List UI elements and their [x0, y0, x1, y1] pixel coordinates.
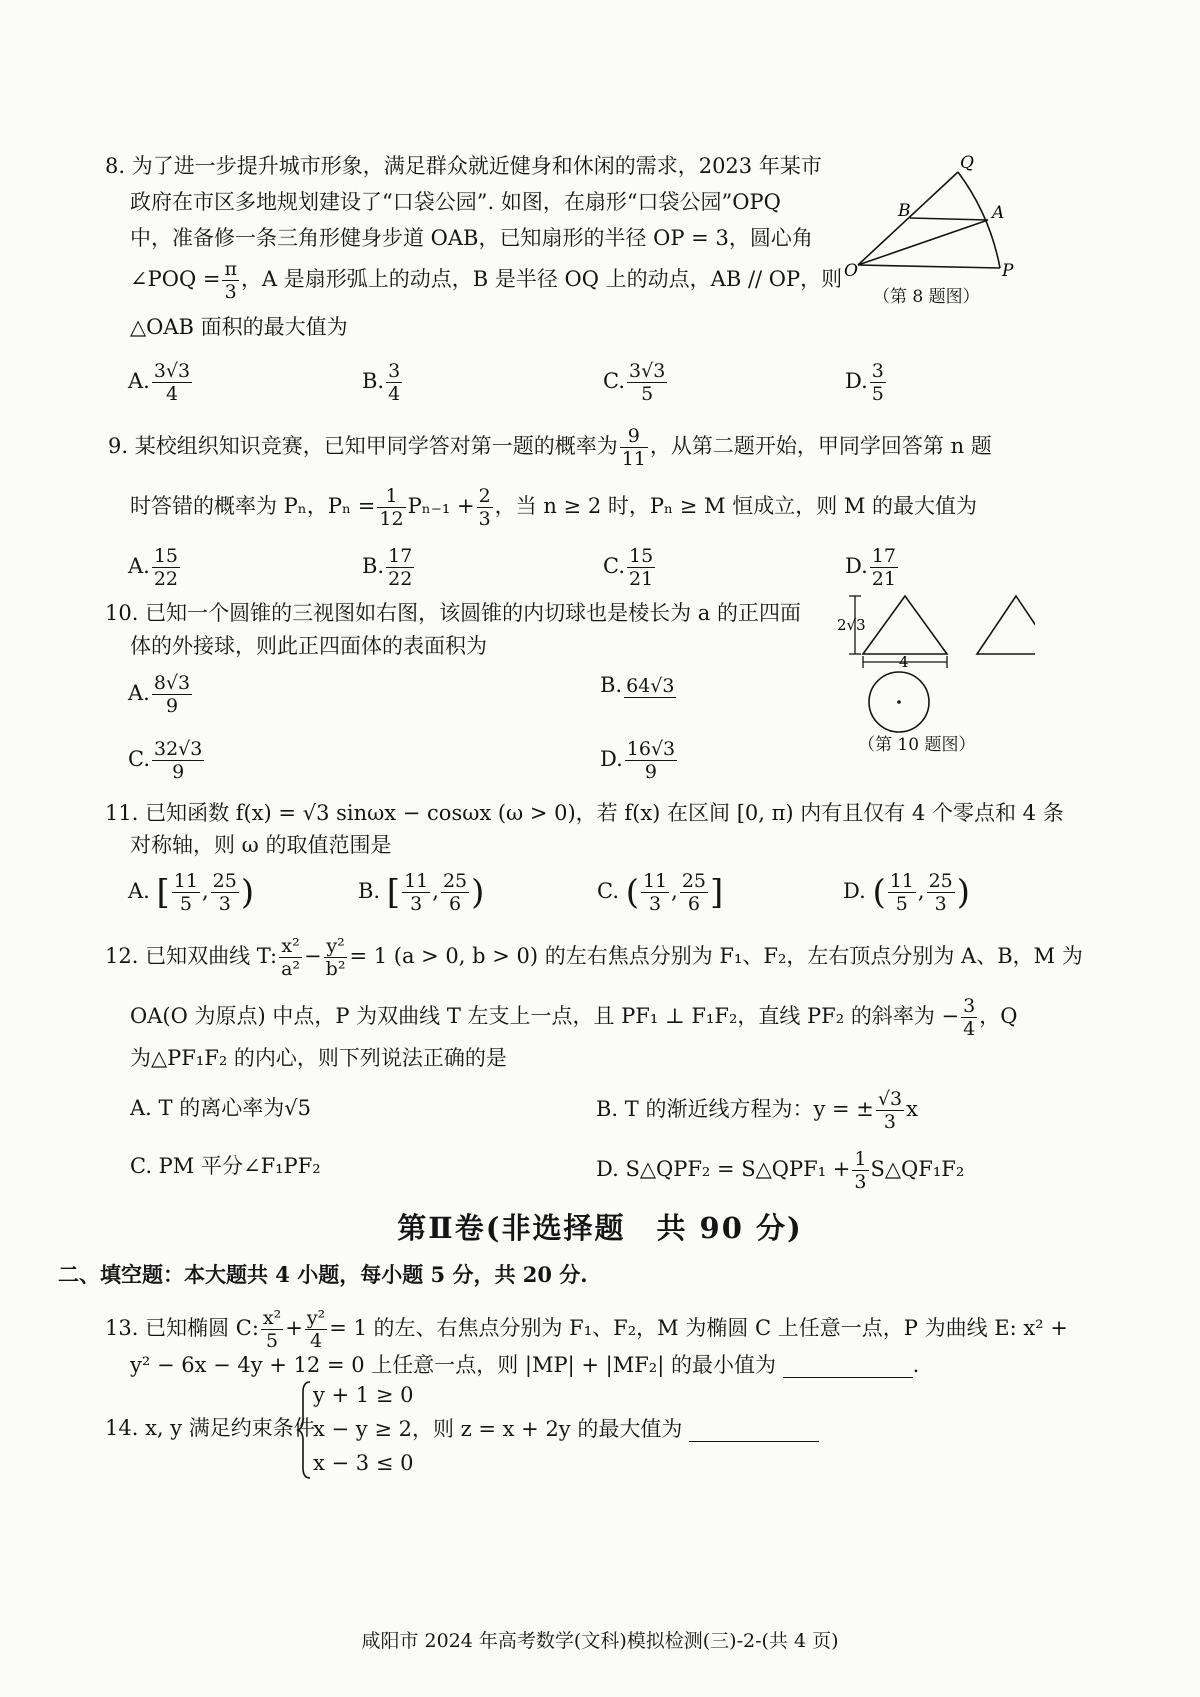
q10-caption: （第 10 题图）: [858, 735, 976, 755]
q12-line2: OA(O 为原点) 中点，P 为双曲线 T 左支上一点，且 PF₁ ⊥ F₁F₂，直线 PF₂ 的斜率为 − $\frac{3}{4}$ ，Q: [130, 995, 1018, 1040]
q11-option-c: C. ( $\frac{11}{3}$ , $\frac{25}{6}$ ]: [597, 870, 724, 915]
q10-option-b: B. 64√3: [600, 673, 675, 697]
q8-line5: △OAB 面积的最大值为: [130, 315, 348, 339]
answer-blank-14[interactable]: [689, 1423, 819, 1442]
q14-pre: 14. x, y 满足约束条件: [105, 1416, 315, 1440]
answer-blank-13[interactable]: [783, 1359, 913, 1378]
q11-option-d: D. ( $\frac{11}{5}$ , $\frac{25}{3}$ ): [843, 870, 971, 915]
q12-line1: 12. 已知双曲线 T: $\frac{\text{x²}}{\text{a²}}$ − $\frac{\text{y²}}{\text{b²}}$ = 1 (a > 0, b > 0) 的左右焦点分别为 F₁、F₂，左右顶点分别为 A、B，M 为: [105, 935, 1083, 980]
dim-width-label: 4: [899, 653, 909, 671]
q10-line2: 体的外接球，则此正四面体的表面积为: [130, 634, 487, 658]
pi-over-3: $\frac{\pi}{3}$: [224, 258, 237, 303]
q10-option-a: A. $\frac{8√3}{9}$: [128, 672, 191, 717]
q9-option-d: D. $\frac{17}{21}$: [845, 545, 896, 590]
page-footer: 咸阳市 2024 年高考数学(文科)模拟检测(三)-2-(共 4 页): [361, 1630, 839, 1652]
q10-line1: 10. 已知一个圆锥的三视图如右图，该圆锥的内切球也是棱长为 a 的正四面: [105, 601, 801, 625]
q13-line2: y² − 6x − 4y + 12 = 0 上任意一点，则 |MP| + |MF₂| 的最小值为 .: [130, 1353, 920, 1377]
q8-line3: 中，准备修一条三角形健身步道 OAB，已知扇形的半径 OP = 3，圆心角: [130, 226, 813, 250]
label-P: P: [1002, 261, 1014, 280]
q11-option-a: A. [ $\frac{11}{5}$ , $\frac{25}{3}$ ): [128, 870, 255, 915]
label-Q: Q: [960, 153, 974, 173]
system-brace: [296, 1380, 312, 1480]
q8-line4: ∠POQ = $\frac{\pi}{3}$ ，A 是扇形弧上的动点，B 是半径 OQ 上的动点，AB // OP，则: [130, 258, 843, 303]
q9-line2: 时答错的概率为 Pₙ，Pₙ = $\frac{1}{12}$ Pₙ₋₁ + $\frac{2}{3}$ ，当 n ≥ 2 时，Pₙ ≥ M 恒成立，则 M 的最大值为: [130, 485, 978, 530]
q12-option-c: C. PM 平分∠F₁PF₂: [130, 1154, 321, 1178]
q10-option-c: C. $\frac{32√3}{9}$: [128, 738, 203, 783]
section-heading: 二、填空题：本大题共 4 小题，每小题 5 分，共 20 分.: [58, 1262, 588, 1287]
q8-option-a: A. $\frac{3√3}{4}$: [128, 360, 191, 405]
q10-option-d: D. $\frac{16√3}{9}$: [600, 738, 676, 783]
q13-line1: 13. 已知椭圆 C: $\frac{\text{x²}}{5}$ + $\frac{\text{y²}}{4}$ = 1 的左、右焦点分别为 F₁、F₂，M 为椭圆 C 上任意一点，P 为曲线 E: x² +: [105, 1307, 1068, 1352]
dim-height-label: 2√3: [837, 616, 866, 634]
q9-line1: 9. 某校组织知识竞赛，已知甲同学答对第一题的概率为 $\frac{9}{11}$ ，从第二题开始，甲同学回答第 n 题: [108, 425, 992, 470]
q11-line2: 对称轴，则 ω 的取值范围是: [130, 833, 392, 857]
q12-option-a: A. T 的离心率为√5: [130, 1096, 311, 1120]
q8-option-c: C. $\frac{3√3}{5}$: [603, 360, 666, 405]
q8-caption: （第 8 题图）: [873, 287, 980, 307]
q8-option-d: D. $\frac{3}{5}$: [845, 360, 884, 405]
label-O: O: [844, 261, 858, 280]
q14-constraint-3: x − 3 ≤ 0: [313, 1451, 414, 1475]
label-B: B: [898, 201, 911, 221]
q8-option-b: B. $\frac{3}{4}$: [362, 360, 401, 405]
q12-line3: 为△PF₁F₂ 的内心，则下列说法正确的是: [130, 1046, 507, 1070]
q8-line2: 政府在市区多地规划建设了“口袋公园”. 如图，在扇形“口袋公园”OPQ: [130, 190, 781, 214]
q11-line1: 11. 已知函数 f(x) = √3 sinωx − cosωx (ω > 0)，若 f(x) 在区间 [0, π) 内有且仅有 4 个零点和 4 条: [105, 801, 1064, 825]
section-title: 第Ⅱ卷(非选择题 共 90 分): [397, 1211, 803, 1245]
q12-option-b: B. T 的渐近线方程为：y = ± $\frac{√3}{3}$ x: [596, 1088, 918, 1133]
q11-option-b: B. [ $\frac{11}{3}$ , $\frac{25}{6}$ ): [358, 870, 485, 915]
q8-line1: 8. 为了进一步提升城市形象，满足群众就近健身和休闲的需求，2023 年某市: [105, 154, 822, 178]
q12-option-d: D. S△QPF₂ = S△QPF₁ + $\frac{1}{3}$ S△QF₁F₂: [596, 1148, 965, 1193]
q14-constraint-2: x − y ≥ 2，则 z = x + 2y 的最大值为: [313, 1416, 819, 1442]
q8-sector-figure: [840, 150, 1030, 280]
label-A: A: [992, 203, 1005, 223]
q9-option-b: B. $\frac{17}{22}$: [362, 545, 413, 590]
q14-constraint-1: y + 1 ≥ 0: [313, 1383, 414, 1407]
q9-option-a: A. $\frac{15}{22}$: [128, 545, 179, 590]
q9-option-c: C. $\frac{15}{21}$: [603, 545, 654, 590]
